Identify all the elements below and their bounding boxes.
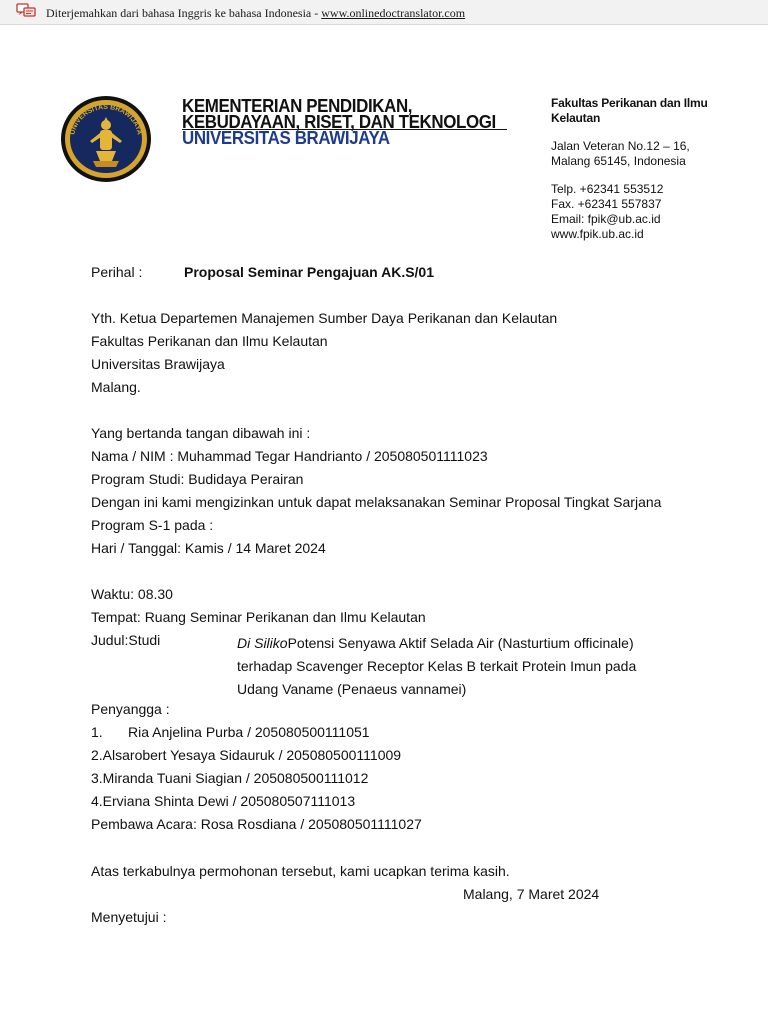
- perihal-value: Proposal Seminar Pengajuan AK.S/01: [184, 264, 435, 280]
- pembawa-acara: Pembawa Acara: Rosa Rosdiana / 205080501111027: [91, 816, 422, 832]
- recipient-line: Universitas Brawijaya: [91, 356, 225, 372]
- judul-line-2: terhadap Scavenger Receptor Kelas B terkait Protein Imun pada: [237, 658, 637, 674]
- recipient-line: Yth. Ketua Departemen Manajemen Sumber Daya Perikanan dan Kelautan: [91, 310, 558, 326]
- tempat-line: Tempat: Ruang Seminar Perikanan dan Ilmu Kelautan: [91, 609, 426, 625]
- address-line-1: Jalan Veteran No.12 – 16,: [551, 139, 690, 153]
- ministry-line-1: KEMENTERIAN PENDIDIKAN,: [182, 96, 413, 116]
- statement-line-2: Program S-1 pada :: [91, 517, 214, 533]
- judul-line-3: Udang Vaname (Penaeus vannamei): [237, 681, 467, 697]
- faculty-name: Fakultas Perikanan dan Ilmu Kelautan: [551, 96, 708, 125]
- letter-body-1: [91, 422, 661, 560]
- ministry-heading: [182, 98, 496, 146]
- universitas-brawijaya-seal-icon: [60, 95, 152, 183]
- penyangga-3: 3.Miranda Tuani Siagian / 205080500111012: [91, 770, 369, 786]
- intro-line: Yang bertanda tangan dibawah ini :: [91, 425, 311, 441]
- fax: Fax. +62341 557837: [551, 197, 662, 211]
- translator-link[interactable]: www.onlinedoctranslator.com: [321, 6, 466, 20]
- judul-value: [237, 632, 636, 701]
- recipient-line: Malang.: [91, 379, 141, 395]
- hari-line: Hari / Tanggal: Kamis / 14 Maret 2024: [91, 540, 326, 556]
- penyangga-1: Ria Anjelina Purba / 205080500111051: [128, 724, 370, 740]
- letter-date: Malang, 7 Maret 2024: [463, 886, 600, 902]
- judul-line-1: Potensi Senyawa Aktif Selada Air (Nasturtium officinale): [287, 635, 634, 651]
- judul-label: Judul:Studi: [91, 632, 161, 648]
- university-name: UNIVERSITAS BRAWIJAYA: [182, 128, 390, 148]
- faculty-address-block: [551, 96, 721, 242]
- perihal-label: Perihal :: [91, 264, 143, 280]
- penyangga-label: Penyangga :: [91, 701, 170, 717]
- recipient-line: Fakultas Perikanan dan Ilmu Kelautan: [91, 333, 328, 349]
- list-item: [91, 721, 422, 744]
- translate-icon: [16, 3, 36, 19]
- translator-banner: [0, 0, 768, 25]
- heading-rule: [182, 129, 507, 130]
- email: Email: fpik@ub.ac.id: [551, 212, 661, 226]
- statement-line-1: Dengan ini kami mengizinkan untuk dapat melaksanakan Seminar Proposal Tingkat Sarjana: [91, 494, 662, 510]
- address-line-2: Malang 65145, Indonesia: [551, 154, 686, 168]
- menyetujui-label: Menyetujui :: [91, 909, 167, 925]
- banner-text: [46, 6, 465, 21]
- nama-line: Nama / NIM : Muhammad Tegar Handrianto / 205080501111023: [91, 448, 488, 464]
- penyangga-2: 2.Alsarobert Yesaya Sidauruk / 205080500111009: [91, 747, 402, 763]
- list-number: 1.: [91, 724, 103, 740]
- waktu-line: Waktu: 08.30: [91, 586, 173, 602]
- closing-line: Atas terkabulnya permohonan tersebut, kami ucapkan terima kasih.: [91, 863, 510, 879]
- recipient-block: [91, 307, 557, 399]
- judul-italic: Di Siliko: [237, 635, 288, 651]
- penyangga-block: [91, 698, 422, 836]
- prodi-line: Program Studi: Budidaya Perairan: [91, 471, 304, 487]
- telp: Telp. +62341 553512: [551, 182, 664, 196]
- seal-text: UNIVERSITAS BRAWIJAYA: [69, 103, 143, 136]
- banner-label: Diterjemahkan dari bahasa Inggris ke bahasa Indonesia -: [46, 6, 322, 20]
- ministry-line-2: KEBUDAYAAN, RISET, DAN TEKNOLOGI: [182, 112, 496, 132]
- letter-body-2: [91, 583, 426, 629]
- website: www.fpik.ub.ac.id: [551, 227, 644, 241]
- penyangga-4: 4.Erviana Shinta Dewi / 205080507111013: [91, 793, 356, 809]
